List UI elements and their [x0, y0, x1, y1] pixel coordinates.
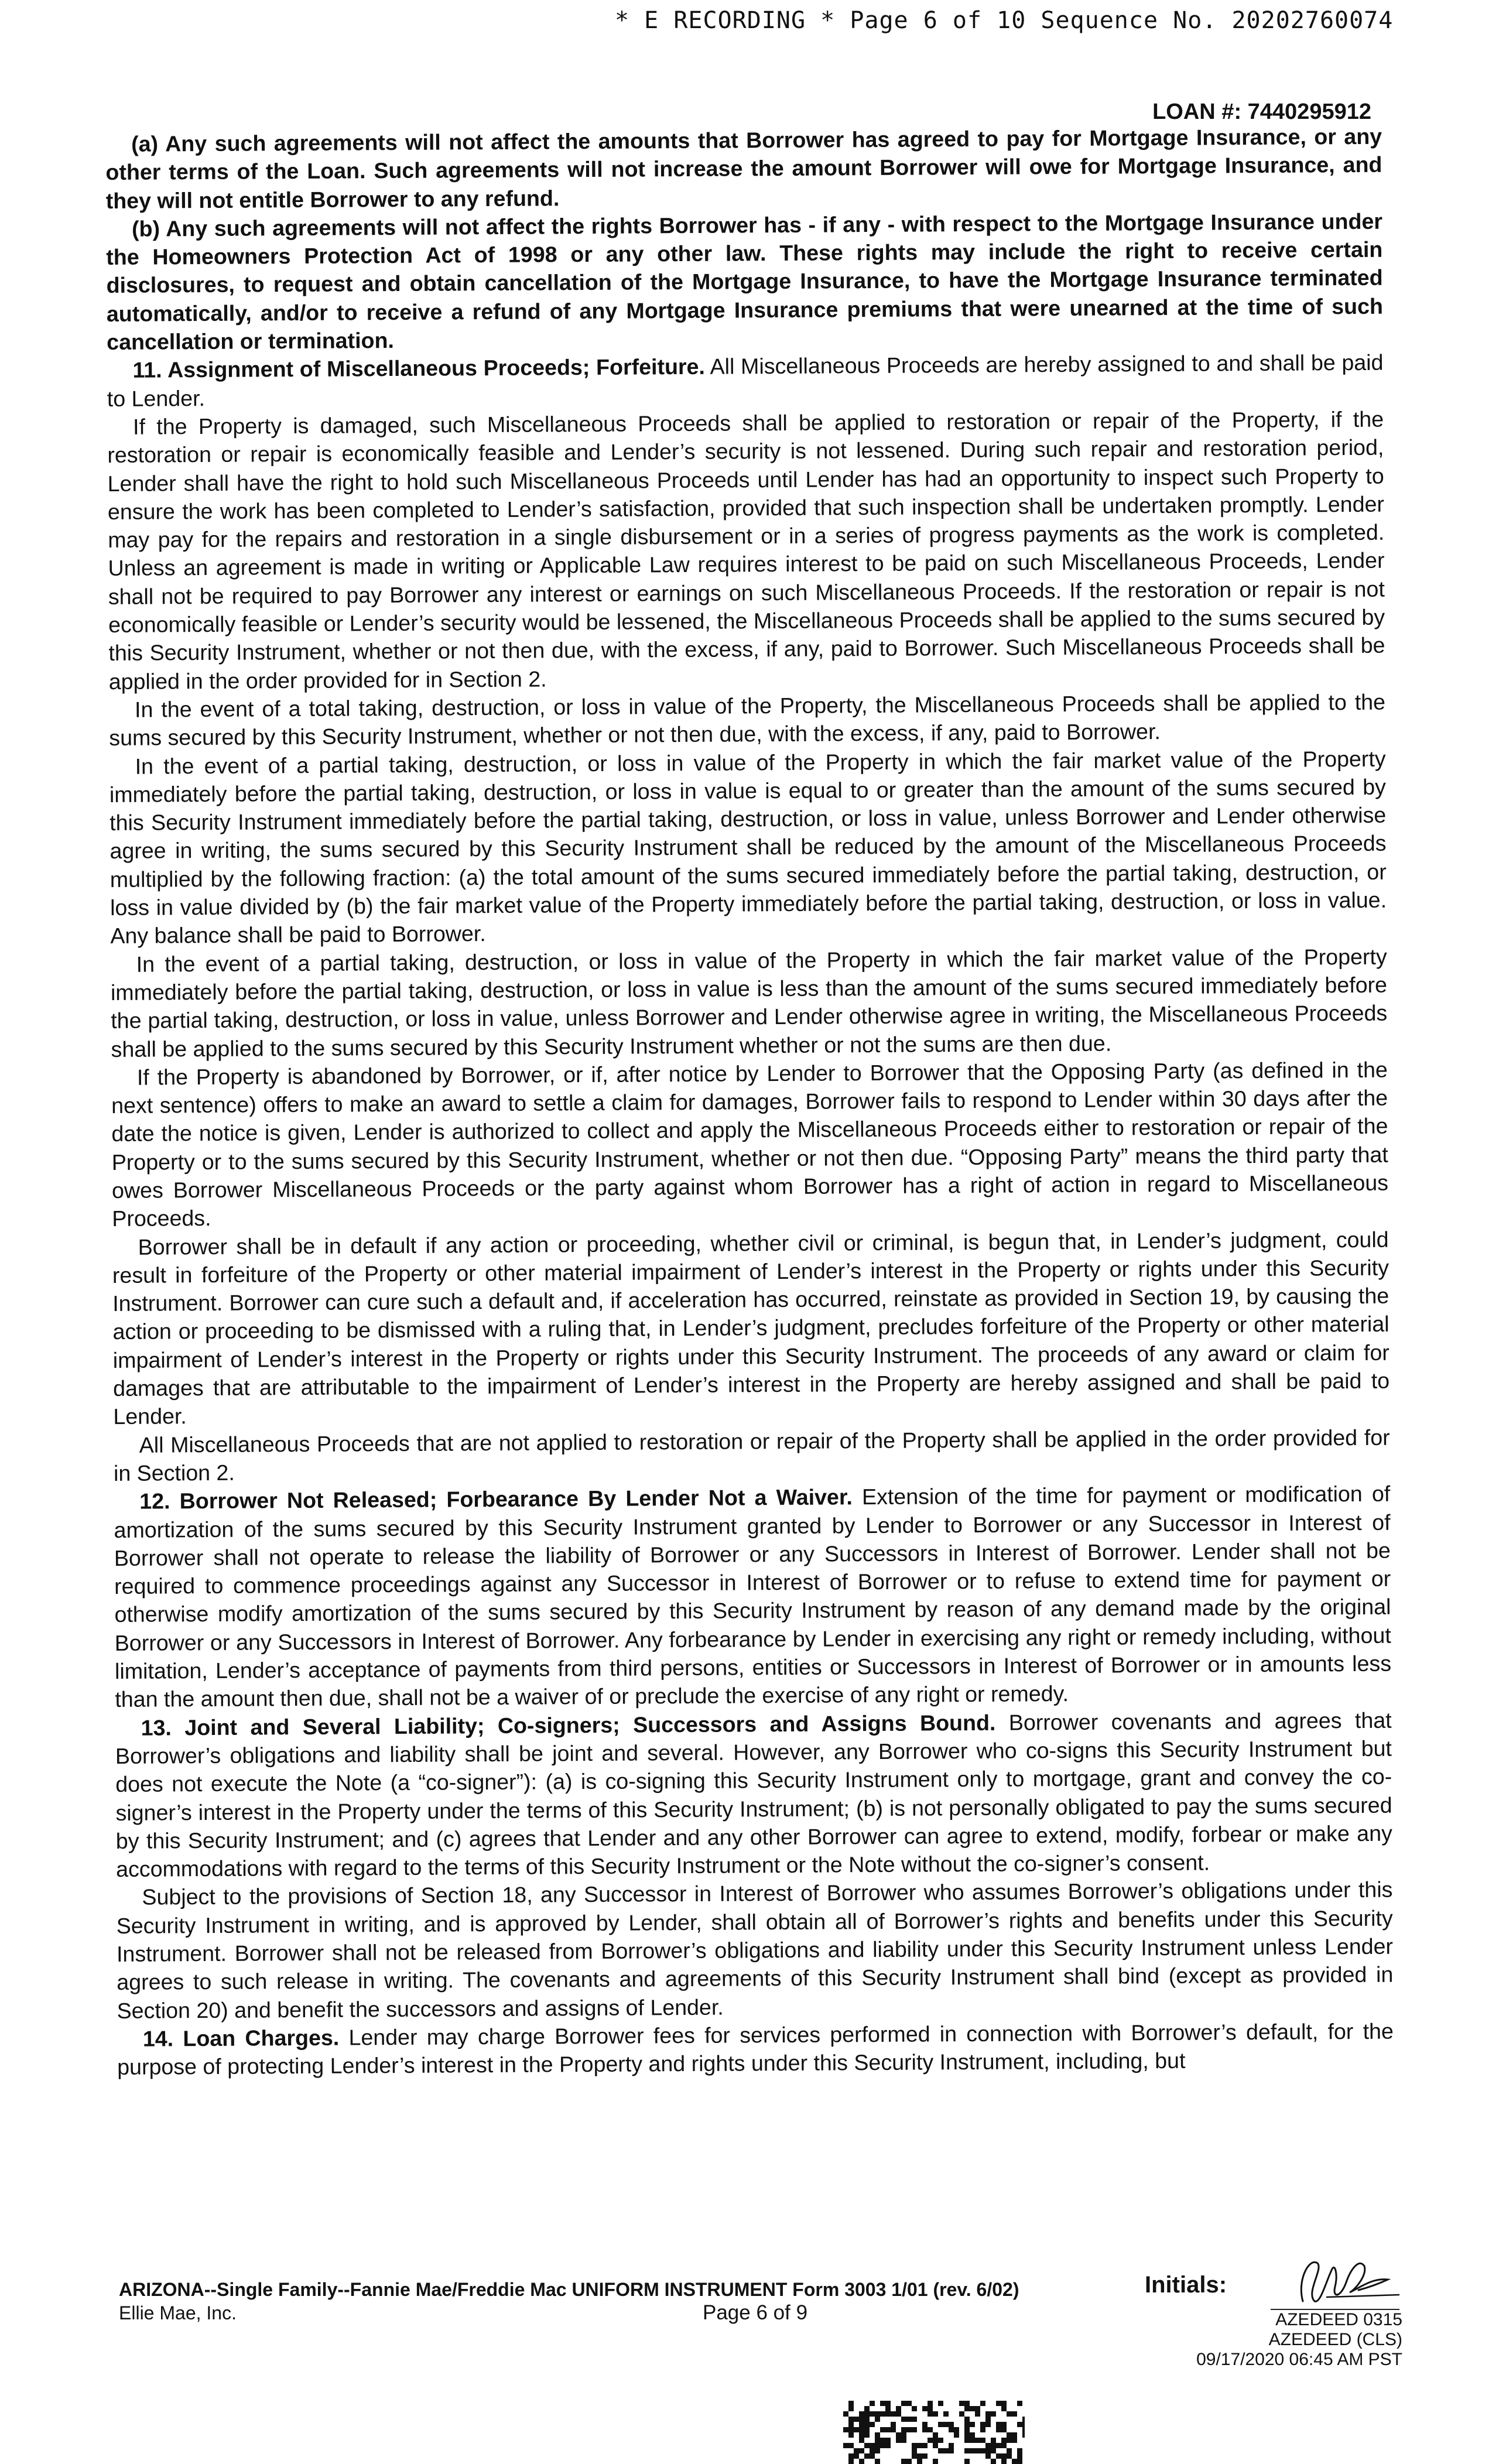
- section-14: [117, 2017, 1394, 2082]
- section-12-heading: 12. Borrower Not Released; Forbearance By Lender Not a Waiver.: [139, 1484, 853, 1514]
- initials-cls: AZEDEED (CLS): [1268, 2330, 1402, 2349]
- barcode-image: [843, 2401, 1025, 2464]
- section-12-text: Extension of the time for payment or modification of amortization of the sums secured by this Security Instrument granted by Lender to Borrower or any Successor in Interest of Borrower shall not operate to release the liability of Borrower or any Successors in Interest of Borrower. Lender shall not be required to commence proceedings against any Successor in Interest of Borrower or to refuse to extend time for payment or otherwise modify amortization of the sums secured by this Security Instrument by reason of any demand made by the original Borrower or any Successors in Interest of Borrower. Any forbearance by Lender in exercising any right or remedy including, without limitation, Lender’s acceptance of payments from third persons, entities or Successors in Interest of Borrower or in amounts less than the amount then due, shall not be a waiver of or preclude the exercise of any right or remedy.: [114, 1481, 1392, 1712]
- section-11-text: All Miscellaneous Proceeds are hereby assigned to and shall be paid to Lender.: [107, 350, 1384, 411]
- vendor-name: Ellie Mae, Inc.: [119, 2302, 237, 2323]
- footer-form-info: [119, 2278, 1019, 2325]
- section-11-paragraph: In the event of a total taking, destruction, or loss in value of the Property, the Miscellaneous Proceeds shall be applied to the sums secured by this Security Instrument, whether or not then due, with the excess, if any, paid to Borrower.: [109, 689, 1386, 751]
- section-11-paragraph: If the Property is abandoned by Borrower, or if, after notice by Lender to Borrower that the Opposing Party (as defined in the next sentence) offers to make an award to settle a claim for damages, Borrower fails to respond to Lender within 30 days after the date the notice is given, Lender is authorized to collect and apply the Miscellaneous Proceeds either to restoration or repair of the Property or to the sums secured by this Security Instrument, whether or not then due. “Opposing Party” means the third party that owes Borrower Miscellaneous Proceeds or the party against whom Borrower has a right of action in regard to Miscellaneous Proceeds.: [111, 1057, 1389, 1231]
- section-13-paragraph: Subject to the provisions of Section 18, any Successor in Interest of Borrower who assumes Borrower’s obligations under this Security Instrument in writing, and is approved by Lender, shall obtain all of Borrower’s rights and benefits under this Security Instrument. Borrower shall not be released from Borrower’s obligations and liability under this Security Instrument unless Lender agrees to such release in writing. The covenants and agreements of this Security Instrument shall bind (except as provided in Section 20) and benefit the successors and assigns of Lender.: [116, 1877, 1394, 2023]
- page-number: Page 6 of 9: [703, 2301, 808, 2324]
- form-title: ARIZONA--Single Family--Fannie Mae/Freddie Mac UNIFORM INSTRUMENT Form 3003 1/01 (rev. 6/02): [119, 2279, 1019, 2300]
- document-body: [105, 122, 1394, 2082]
- section-13-heading: 13. Joint and Several Liability; Co-signers; Successors and Assigns Bound.: [141, 1710, 996, 1740]
- section-11-paragraph: In the event of a partial taking, destruction, or loss in value of the Property in which the fair market value of the Property immediately before the partial taking, destruction, or loss in value is less than the amount of the sums secured immediately before the partial taking, destruction, or loss in value, unless Borrower and Lender otherwise agree in writing, the Miscellaneous Proceeds shall be applied to the sums secured by this Security Instrument whether or not the sums are then due.: [110, 944, 1388, 1062]
- paragraph-a: (a) Any such agreements will not affect the amounts that Borrower has agreed to pay for Mortgage Insurance, or any other terms of the Loan. Such agreements will not increase the amount Borrower will owe for Mortgage Insurance, and they will not entitle Borrower to any refund.: [105, 124, 1382, 213]
- initials-signature: [1285, 2246, 1402, 2310]
- section-14-heading: 14. Loan Charges.: [142, 2025, 340, 2051]
- section-13: [115, 1706, 1393, 1883]
- initials-code: AZEDEED 0315: [1275, 2310, 1402, 2329]
- section-11-paragraph: All Miscellaneous Proceeds that are not applied to restoration or repair of the Property shall be applied in the order provided for in Section 2.: [113, 1425, 1390, 1486]
- section-11: [107, 348, 1384, 413]
- loan-number: LOAN #: 7440295912: [1152, 100, 1371, 124]
- recording-stamp: * E RECORDING * Page 6 of 10 Sequence No. 20202760074: [615, 7, 1394, 34]
- initials-block: [1145, 2246, 1402, 2369]
- section-11-paragraph: Borrower shall be in default if any action or proceeding, whether civil or criminal, is begun that, in Lender’s judgment, could result in forfeiture of the Property or other material impairment of Lender’s interest in the Property or rights under this Security Instrument. Borrower can cure such a default and, if acceleration has occurred, reinstate as provided in Section 19, by causing the action or proceeding to be dismissed with a ruling that, in Lender’s judgment, precludes forfeiture of the Property or other material impairment of Lender’s interest in the Property or rights under this Security Instrument. The proceeds of any award or claim for damages that are attributable to the impairment of Lender’s interest in the Property are hereby assigned and shall be paid to Lender.: [112, 1227, 1390, 1429]
- section-12: [114, 1480, 1391, 1714]
- section-13-text: Borrower covenants and agrees that Borrower’s obligations and liability shall be joint and several. However, any Borrower who co-signs this Security Instrument but does not execute the Note (a “co-signer”): (a) is co-signing this Security Instrument only to mortgage, grant and convey the co-signer’s interest in the Property under the terms of this Security Instrument; (b) is not personally obligated to pay the sums secured by this Security Instrument; and (c) agrees that Lender and any other Borrower can agree to extend, modify, forbear or make any accommodations with regard to the terms of this Security Instrument or the Note without the co-signer’s consent.: [115, 1707, 1392, 1882]
- paragraph-b: (b) Any such agreements will not affect the rights Borrower has - if any - with respect to the Mortgage Insurance under the Homeowners Protection Act of 1998 or any other law. These rights may include the right to receive certain disclosures, to request and obtain cancellation of the Mortgage Insurance, to have the Mortgage Insurance terminated automatically, and/or to receive a refund of any Mortgage Insurance premiums that were unearned at the time of such cancellation or termination.: [106, 208, 1384, 355]
- section-14-text: Lender may charge Borrower fees for services performed in connection with Borrower’s default, for the purpose of protecting Lender’s interest in the Property and rights under this Security Instrument, including, but: [117, 2018, 1394, 2080]
- section-11-paragraph: If the Property is damaged, such Miscellaneous Proceeds shall be applied to restoration or repair of the Property, if the restoration or repair is economically feasible and Lender’s security is not lessened. During such repair and restoration period, Lender shall have the right to hold such Miscellaneous Proceeds until Lender has had an opportunity to inspect such Property to ensure the work has been completed to Lender’s satisfaction, provided that such inspection shall be undertaken promptly. Lender may pay for the repairs and restoration in a single disbursement or in a series of progress payments as the work is completed. Unless an agreement is made in writing or Applicable Law requires interest to be paid on such Miscellaneous Proceeds, Lender shall not be required to pay Borrower any interest or earnings on such Miscellaneous Proceeds. If the restoration or repair is not economically feasible or Lender’s security would be lessened, the Miscellaneous Proceeds shall be applied to the sums secured by this Security Instrument, whether or not then due, with the excess, if any, paid to Borrower. Such Miscellaneous Proceeds shall be applied in the order provided for in Section 2.: [107, 406, 1385, 694]
- initials-timestamp: 09/17/2020 06:45 AM PST: [1196, 2350, 1402, 2369]
- section-11-paragraph: In the event of a partial taking, destruction, or loss in value of the Property in which the fair market value of the Property immediately before the partial taking, destruction, or loss in value is equal to or greater than the amount of the sums secured by this Security Instrument immediately before the partial taking, destruction, or loss in value, unless Borrower and Lender otherwise agree in writing, the sums secured by this Security Instrument shall be reduced by the amount of the Miscellaneous Proceeds multiplied by the following fraction: (a) the total amount of the sums secured immediately before the partial taking, destruction, or loss in value divided by (b) the fair market value of the Property immediately before the partial taking, destruction, or loss in value. Any balance shall be paid to Borrower.: [109, 746, 1387, 949]
- initials-meta: [1196, 2310, 1402, 2370]
- section-11-heading: 11. Assignment of Miscellaneous Proceeds; Forfeiture.: [132, 354, 706, 383]
- initials-label: Initials:: [1145, 2272, 1227, 2298]
